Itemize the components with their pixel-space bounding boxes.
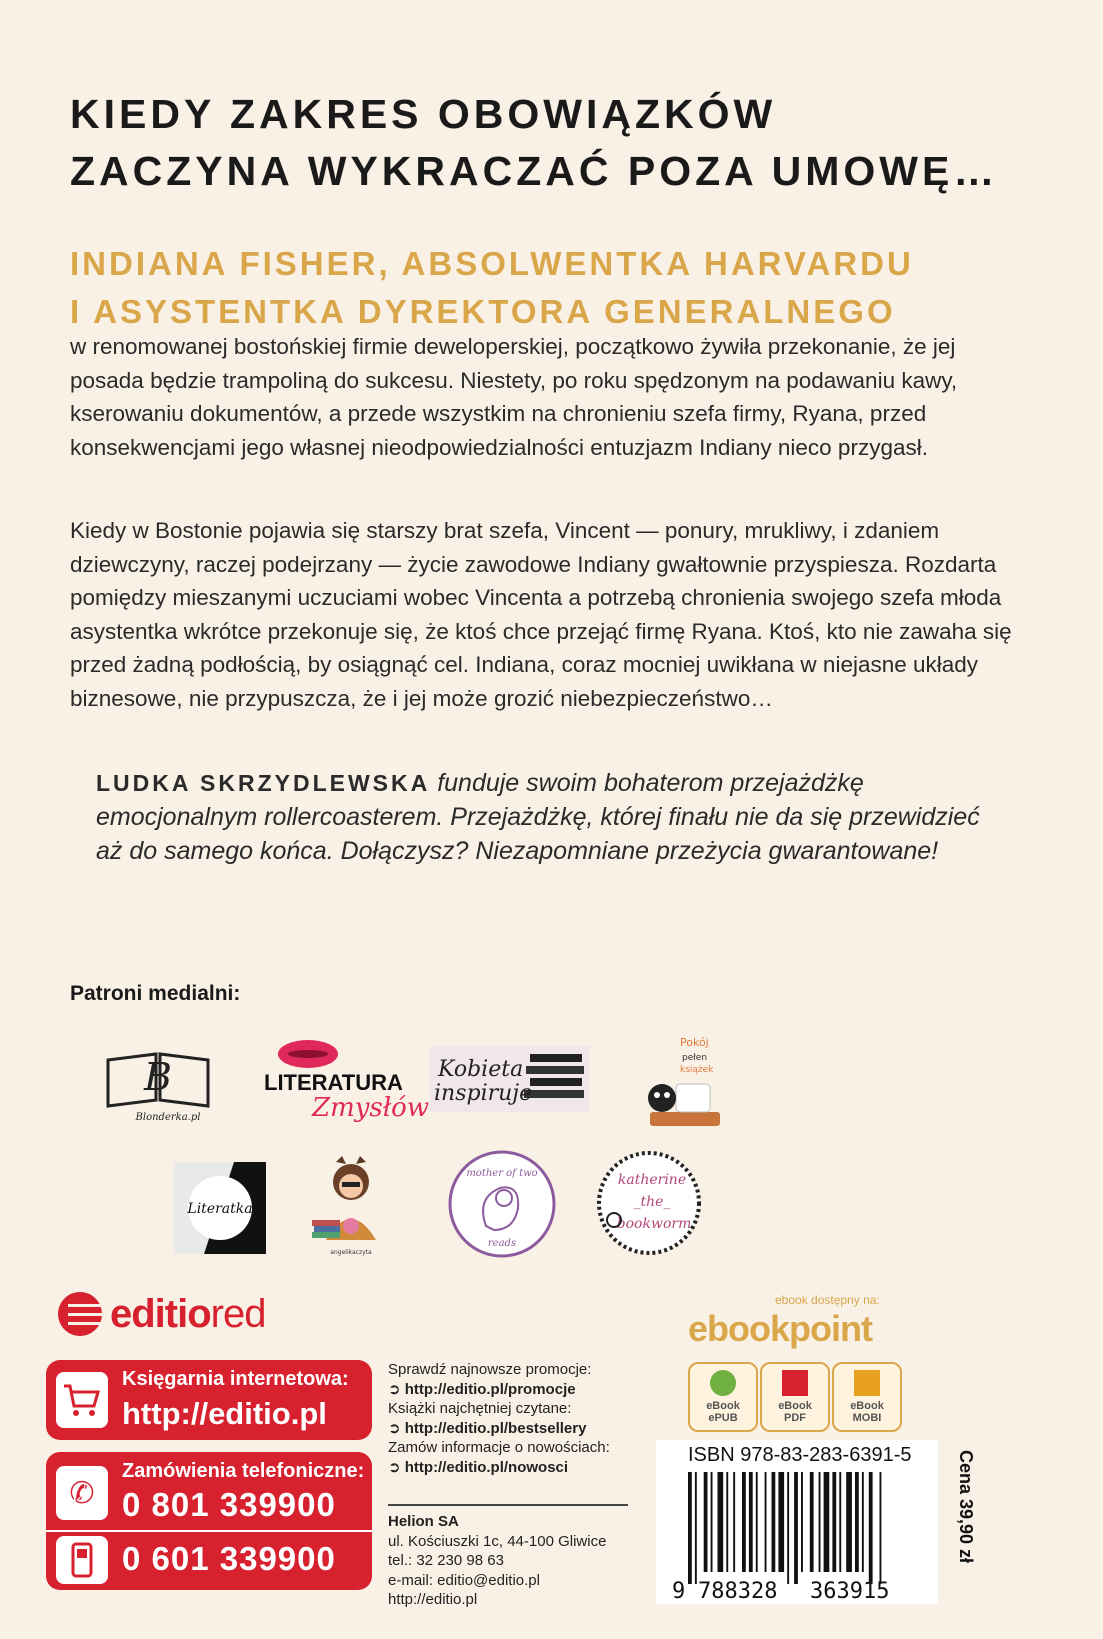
mobi-icon — [854, 1370, 880, 1396]
shopping-cart-icon — [56, 1372, 108, 1428]
isbn-barcode — [668, 1472, 930, 1604]
barcode-bar — [869, 1472, 873, 1584]
editiored-mark-icon — [58, 1292, 102, 1336]
epub-icon — [710, 1370, 736, 1396]
barcode-bar — [742, 1472, 746, 1572]
ebook-available-note: ebook dostępny na: — [775, 1293, 880, 1307]
editiored-brand-b: red — [210, 1291, 266, 1336]
barcode-bar — [824, 1472, 830, 1572]
pokoj-pelen-ksiazek-logo — [640, 1034, 730, 1130]
price-label: Cena 39,90 zł — [956, 1450, 976, 1564]
publisher-address — [388, 1512, 638, 1610]
blonderka-logo — [98, 1040, 218, 1124]
website[interactable]: http://editio.pl — [388, 1591, 478, 1608]
kobieta-inspiruje-logo — [430, 1046, 590, 1112]
company-name: Helion SA — [388, 1513, 459, 1530]
epub-badge-label: ePUB — [708, 1412, 738, 1424]
headline-line-2: ZACZYNA WYKRACZAĆ POZA UMOWĘ… — [70, 148, 999, 194]
author-blurb-text: funduje swoim bohaterom przejażdżkę emocjonalnym rollercoasterem. Przejażdżkę, której finału nie da się przewidzieć aż do samego końca. Dołączysz? Niezapomniane przeżycia gwarantowane! — [96, 769, 980, 865]
email[interactable]: e-mail: editio@editio.pl — [388, 1571, 540, 1589]
isbn-number: ISBN 978-83-283-6391-5 — [688, 1444, 912, 1466]
bestsellers-link[interactable]: http://editio.pl/bestsellery — [404, 1419, 587, 1437]
kobieta-line-2: inspiruje — [434, 1081, 533, 1106]
katherine-line-3: bookworm — [616, 1216, 692, 1232]
pokoj-line-2: pełen — [682, 1053, 708, 1063]
barcode-bar — [756, 1472, 758, 1572]
author-blurb — [96, 766, 996, 868]
description-paragraph-1: w renomowanej bostońskiej firmie deweloperskiej, początkowo żywiła przekonanie, że jej posada będzie trampoliną do sukcesu. Niestety, po roku spędzonym na podawaniu kawy, kserowaniu dokumentów, a przede wszystkim na chronieniu szefa firmy, Ryana, przed konsekwencjami jego własnej nieodpowiedzialności entuzjazm Indiany nieco przygasł. — [70, 334, 958, 460]
online-shop-label: Księgarnia internetowa: — [122, 1368, 349, 1390]
barcode-bar — [862, 1472, 864, 1572]
mobile-phone-icon — [56, 1536, 108, 1584]
mobi-badge-label: MOBI — [852, 1412, 882, 1424]
barcode-bar — [718, 1472, 724, 1572]
phone-number-2[interactable]: 0 601 339900 — [122, 1540, 336, 1577]
barcode-bar — [778, 1472, 784, 1572]
barcode-digit-first: 9 — [672, 1579, 686, 1604]
barcode-bar — [765, 1472, 767, 1572]
barcode-bar — [810, 1472, 814, 1572]
phone-orders-label: Zamówienia telefoniczne: — [122, 1460, 365, 1482]
barcode-bar — [749, 1472, 753, 1572]
mother-line-1: mother of two — [466, 1168, 538, 1179]
blonderka-caption: Blonderka.pl — [135, 1112, 201, 1123]
arrow-icon: ➲ — [388, 1458, 401, 1476]
blonderka-letter: B — [144, 1055, 172, 1099]
barcode-bar — [794, 1472, 798, 1584]
barcode-bar — [733, 1472, 735, 1572]
barcode-bar — [846, 1472, 852, 1572]
mobi-badge-top: eBook — [850, 1400, 884, 1412]
links-divider — [388, 1504, 628, 1506]
barcode-bar — [832, 1472, 836, 1572]
editiored-brand-a: editio — [110, 1291, 211, 1336]
barcode-bar — [704, 1472, 708, 1572]
street-address: ul. Kościuszki 1c, 44-100 Gliwice — [388, 1532, 607, 1550]
phone-orders-box — [46, 1452, 372, 1590]
pdf-badge-label: PDF — [784, 1412, 806, 1424]
pokoj-line-1: Pokój — [680, 1036, 709, 1049]
mother-of-two-reads-logo — [446, 1148, 558, 1260]
kobieta-line-1: Kobieta — [438, 1057, 524, 1082]
pdf-badge-top: eBook — [778, 1400, 812, 1412]
barcode-bar — [695, 1472, 697, 1584]
barcode-bar — [801, 1472, 803, 1572]
news-link[interactable]: http://editio.pl/nowosci — [404, 1458, 569, 1476]
publisher-links — [388, 1360, 628, 1477]
subheadline-line-1: INDIANA FISHER, ABSOLWENTKA HARVARDU — [70, 245, 914, 282]
mother-line-2: reads — [487, 1238, 517, 1249]
description-paragraph-2: Kiedy w Bostonie pojawia się starszy brat szefa, Vincent — ponury, mrukliwy, i zdaniem dziewczyny, raczej podejrzany — życie zawodowe Indiany gwałtownie przyspiesza. Rozdarta pomiędzy mieszanymi uczuciami wobec Vincenta a potrzebą chronienia swojego szefa młoda asystentka wkrótce przekonuje się, że ktoś chce przejąć firmę Ryana. Ktoś, kto nie zawaha się przed żadną podłością, by osiągnąć cel. Indiana, coraz mocniej uwikłana w niejasne układy biznesowe, nie przypuszcza, że i jej może grozić niebezpieczeństwo… — [70, 518, 1012, 711]
online-shop-url[interactable]: http://editio.pl — [122, 1396, 327, 1431]
angelikaczyta-logo — [308, 1154, 394, 1258]
subheadline — [70, 240, 914, 336]
barcode-bar — [839, 1472, 841, 1572]
phone-handset-icon: ✆ — [56, 1466, 108, 1520]
epub-badge-top: eBook — [706, 1400, 740, 1412]
barcode-digits-right: 363915 — [810, 1579, 890, 1604]
barcode-bar — [880, 1472, 882, 1584]
pokoj-line-3: książek — [680, 1065, 714, 1075]
media-patrons-label: Patroni medialni: — [70, 982, 241, 1005]
literatka-logo — [174, 1162, 266, 1254]
barcode-bar — [819, 1472, 821, 1572]
mobi-format-badge — [832, 1362, 902, 1432]
literatura-line-2: Zmysłów — [312, 1093, 430, 1123]
barcode-bar — [855, 1472, 859, 1572]
barcode-bar — [787, 1472, 789, 1584]
editiored-logo — [58, 1290, 265, 1338]
phone-number-1[interactable]: 0 801 339900 — [122, 1486, 336, 1523]
online-shop-box[interactable] — [46, 1360, 372, 1440]
pdf-format-badge — [760, 1362, 830, 1432]
bestsellers-label: Książki najchętniej czytane: — [388, 1400, 572, 1417]
promo-link[interactable]: http://editio.pl/promocje — [404, 1380, 576, 1398]
barcode-bar — [711, 1472, 713, 1572]
headline-line-1: KIEDY ZAKRES OBOWIĄZKÓW — [70, 91, 777, 137]
author-name: LUDKA SKRZYDLEWSKA — [96, 770, 431, 796]
katherine-line-1: katherine — [617, 1172, 687, 1188]
pdf-icon — [782, 1370, 808, 1396]
subheadline-line-2: I ASYSTENTKA DYREKTORA GENERALNEGO — [70, 293, 896, 330]
barcode-bar — [772, 1472, 776, 1572]
arrow-icon: ➲ — [388, 1419, 401, 1437]
arrow-icon: ➲ — [388, 1380, 401, 1398]
ebookpoint-logo: ebookpoint — [688, 1308, 872, 1349]
headline — [70, 86, 998, 200]
literatura-zmyslow-logo — [258, 1036, 430, 1126]
angelikaczyta-caption: angelikaczyta — [330, 1249, 372, 1256]
epub-format-badge — [688, 1362, 758, 1432]
katherine-the-bookworm-logo — [594, 1148, 704, 1258]
literatura-line-1: LITERATURA — [264, 1070, 403, 1095]
literatka-text: Literatka — [187, 1201, 253, 1217]
katherine-line-2: _the_ — [633, 1194, 671, 1210]
phone-divider — [46, 1530, 372, 1532]
telephone: tel.: 32 230 98 63 — [388, 1552, 504, 1569]
promo-label: Sprawdź najnowsze promocje: — [388, 1361, 592, 1378]
barcode-digits-left: 788328 — [698, 1579, 778, 1604]
barcode-bar — [726, 1472, 728, 1572]
barcode-bar — [688, 1472, 692, 1584]
news-label: Zamów informacje o nowościach: — [388, 1439, 610, 1456]
